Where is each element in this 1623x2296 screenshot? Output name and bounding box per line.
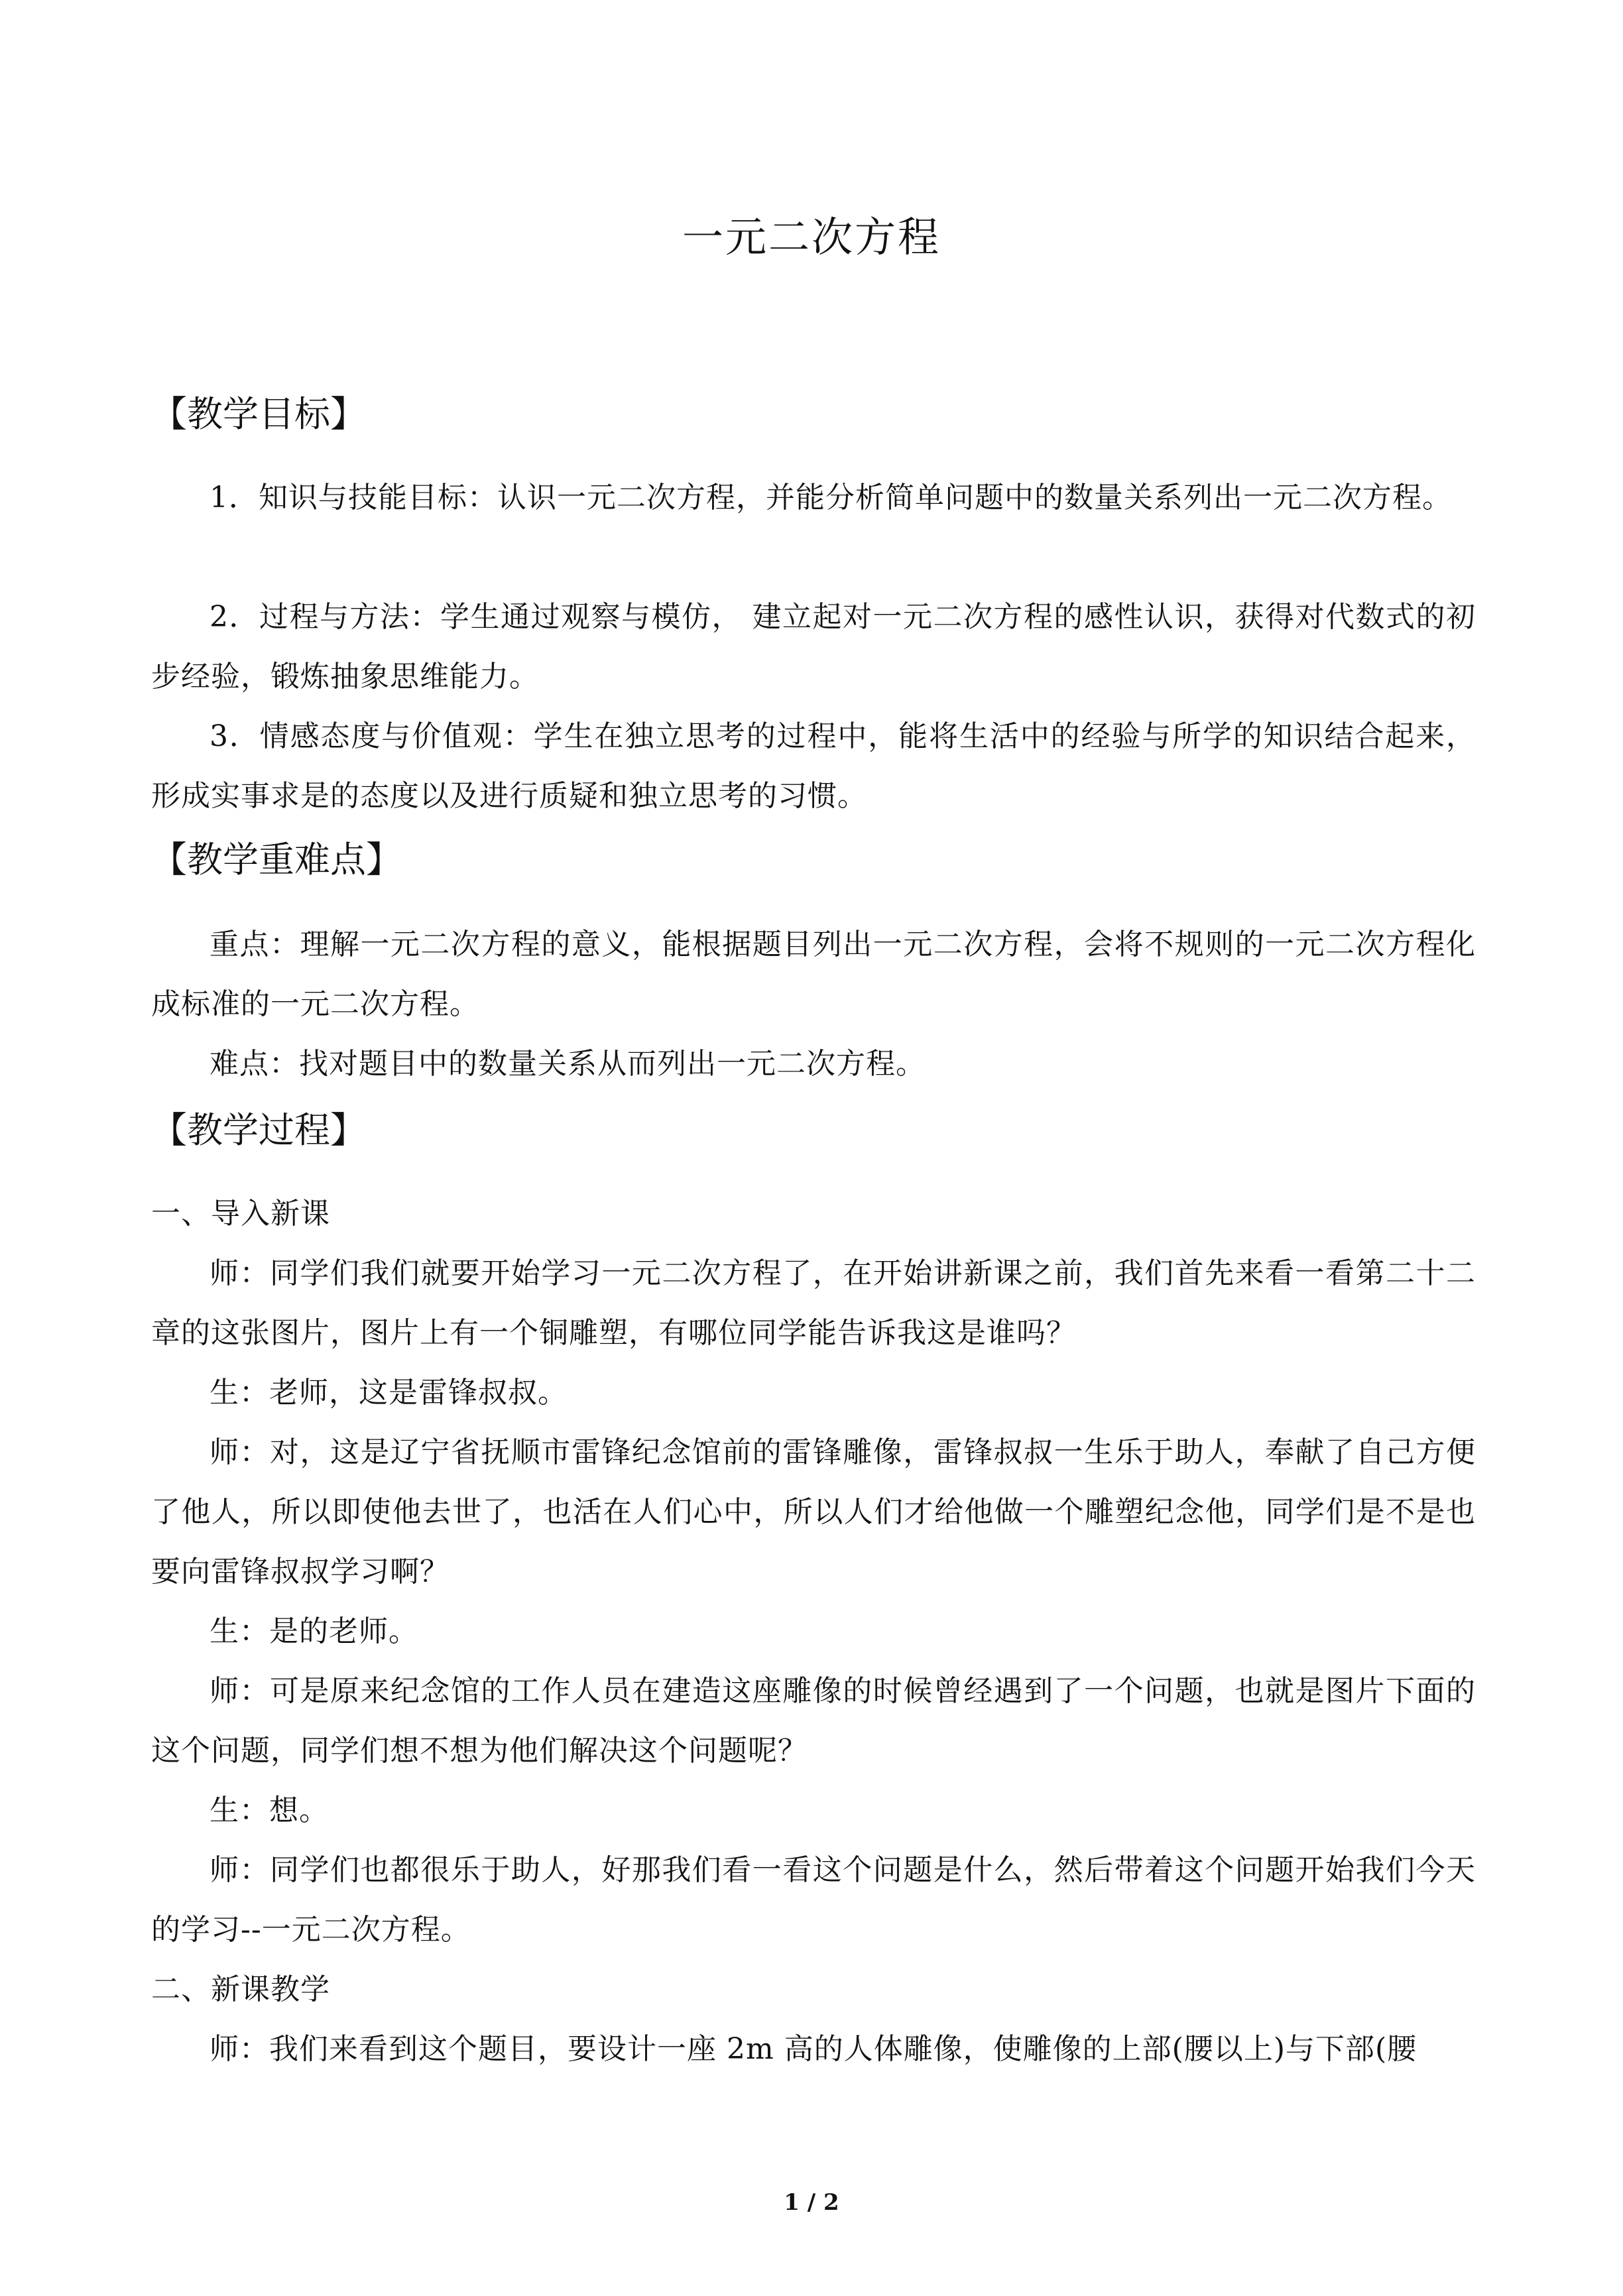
key-point-important: 重点：理解一元二次方程的意义，能根据题目列出一元二次方程，会将不规则的一元二次方程化成标准的一元二次方程。: [151, 928, 1476, 1021]
document-title: 一元二次方程: [682, 213, 941, 261]
objective-item-1: 1．知识与技能目标：认识一元二次方程，并能分析简单问题中的数量关系列出一元二次方程。: [210, 481, 1452, 514]
key-point-difficult: 难点：找对题目中的数量关系从而列出一元二次方程。: [210, 1047, 926, 1081]
key-points-heading: 【教学重难点】: [151, 839, 402, 880]
dialogue-line-5: 师：可是原来纪念馆的工作人员在建造这座雕像的时候曾经遇到了一个问题，也就是图片下面的这个问题，同学们想不想为他们解决这个问题呢？: [151, 1674, 1476, 1768]
dialogue-line-1: 师：同学们我们就要开始学习一元二次方程了，在开始讲新课之前，我们首先来看一看第二十二章的这张图片，图片上有一个铜雕塑，有哪位同学能告诉我这是谁吗？: [151, 1256, 1476, 1350]
objective-item-2: 2．过程与方法：学生通过观察与模仿， 建立起对一元二次方程的感性认识，获得对代数式的初步经验，锻炼抽象思维能力。: [151, 600, 1476, 694]
process-heading: 【教学过程】: [151, 1109, 366, 1151]
section-new-lesson-title: 二、新课教学: [151, 1972, 330, 2006]
page-number: 1 / 2: [784, 2189, 839, 2216]
dialogue-line-4: 生：是的老师。: [210, 1614, 418, 1648]
objective-item-3: 3．情感态度与价值观：学生在独立思考的过程中，能将生活中的经验与所学的知识结合起来，形成实事求是的态度以及进行质疑和独立思考的习惯。: [151, 719, 1476, 813]
dialogue-line-2: 生：老师，这是雷锋叔叔。: [210, 1376, 568, 1410]
objectives-heading: 【教学目标】: [151, 393, 366, 435]
dialogue-line-7: 师：同学们也都很乐于助人，好那我们看一看这个问题是什么，然后带着这个问题开始我们今天的学习--一元二次方程。: [151, 1853, 1476, 1947]
dialogue-line-3: 师：对，这是辽宁省抚顺市雷锋纪念馆前的雷锋雕像，雷锋叔叔一生乐于助人，奉献了自己方便了他人，所以即使他去世了，也活在人们心中，所以人们才给他做一个雕塑纪念他，同学们是不是也要向雷锋叔叔学习啊？: [151, 1435, 1476, 1589]
section-intro-title: 一、导入新课: [151, 1197, 330, 1231]
new-lesson-text: 师：我们来看到这个题目，要设计一座 2m 高的人体雕像，使雕像的上部(腰以上)与下部(腰: [210, 2032, 1417, 2066]
dialogue-line-6: 生：想。: [210, 1793, 329, 1827]
